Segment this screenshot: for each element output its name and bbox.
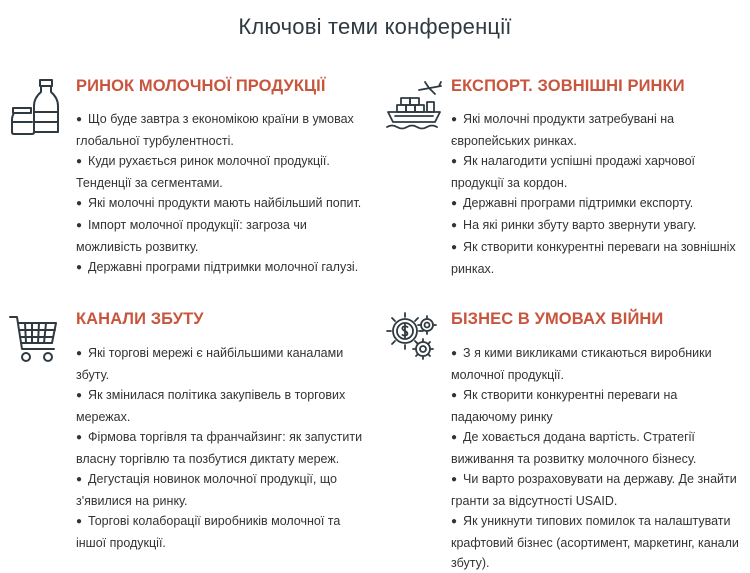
list-item-cont: гранти за відсутності USAID. <box>451 494 618 508</box>
list-item: ● Чи варто розраховувати на державу. Де знайти <box>451 469 750 491</box>
list-item-cont: власну торгівлю та позбутися диктату мереж. <box>76 452 340 466</box>
list-item: ● Торгові колаборації виробників молочної та <box>76 511 371 533</box>
list-item: ● Дегустація новинок молочної продукції, що <box>76 469 371 491</box>
list-item-cont: глобальної турбулентності. <box>76 134 234 148</box>
list-item-cont: іншої продукції. <box>76 536 166 550</box>
list-item-cont: продукції за кордон. <box>451 176 568 190</box>
topic-list <box>76 343 371 553</box>
section-title: КАНАЛИ ЗБУТУ <box>76 310 204 328</box>
section-title: ЕКСПОРТ. ЗОВНІШНІ РИНКИ <box>451 77 685 95</box>
section-dairy-market <box>0 70 375 280</box>
list-item: ● Які молочні продукти мають найбільший попит. <box>76 193 371 215</box>
list-item-cont: з'явилися на ринку. <box>76 494 188 508</box>
list-item: ● Як уникнути типових помилок та налаштувати <box>451 511 750 533</box>
list-item: ● Як створити конкурентні переваги на зовнішніх <box>451 237 746 259</box>
list-item: ● Які молочні продукти затребувані на <box>451 109 746 131</box>
page-title: Ключові теми конференції <box>238 14 512 39</box>
list-item: ● Де ховається додана вартість. Стратегії <box>451 427 750 449</box>
list-item-cont: європейських ринках. <box>451 134 577 148</box>
list-item: ● Що буде завтра з економікою країни в умовах <box>76 109 371 131</box>
list-item-cont: Тенденції за сегментами. <box>76 176 223 190</box>
list-item-cont: можливість розвитку. <box>76 240 199 254</box>
list-item: ● З я кими викликами стикаються виробники <box>451 343 750 365</box>
list-item: ● Як створити конкурентні переваги на <box>451 385 750 407</box>
topic-list <box>451 109 746 279</box>
list-item-cont: молочної продукції. <box>451 368 564 382</box>
list-item: ● Куди рухається ринок молочної продукції. <box>76 151 371 173</box>
list-item-cont: збуту). <box>451 556 490 570</box>
list-item: ● Фірмова торгівля та франчайзинг: як запустити <box>76 427 371 449</box>
list-item: ● На які ринки збуту варто звернути увагу. <box>451 215 746 237</box>
section-business-in-war <box>375 303 750 570</box>
list-item: ● Як налагодити успішні продажі харчової <box>451 151 746 173</box>
section-title: БІЗНЕС В УМОВАХ ВІЙНИ <box>451 310 664 328</box>
list-item-cont: падаючому ринку <box>451 410 553 424</box>
section-export <box>375 70 750 280</box>
list-item-cont: ринках. <box>451 262 495 276</box>
shopping-cart-icon <box>8 313 60 367</box>
list-item: ● Як змінилася політика закупівель в торгових <box>76 385 371 407</box>
topic-list <box>76 109 371 279</box>
cargo-ship-plane-icon <box>385 80 443 132</box>
section-title: РИНОК МОЛОЧНОЇ ПРОДУКЦІЇ <box>76 77 326 95</box>
list-item-cont: мережах. <box>76 410 131 424</box>
money-gears-icon <box>383 309 441 363</box>
list-item: ● Які торгові мережі є найбільшими каналами <box>76 343 371 365</box>
topic-list <box>451 343 750 573</box>
milk-bottles-icon <box>10 78 62 136</box>
list-item: ● Державні програми підтримки молочної галузі. <box>76 257 371 279</box>
list-item-cont: крафтовий бізнес (асортимент, маркетинг, канали <box>451 536 739 550</box>
list-item-cont: збуту. <box>76 368 110 382</box>
section-sales-channels <box>0 303 375 563</box>
list-item: ● Державні програми підтримки експорту. <box>451 193 746 215</box>
list-item-cont: виживання та розвитку молочного бізнесу. <box>451 452 697 466</box>
list-item: ● Імпорт молочної продукції: загроза чи <box>76 215 371 237</box>
